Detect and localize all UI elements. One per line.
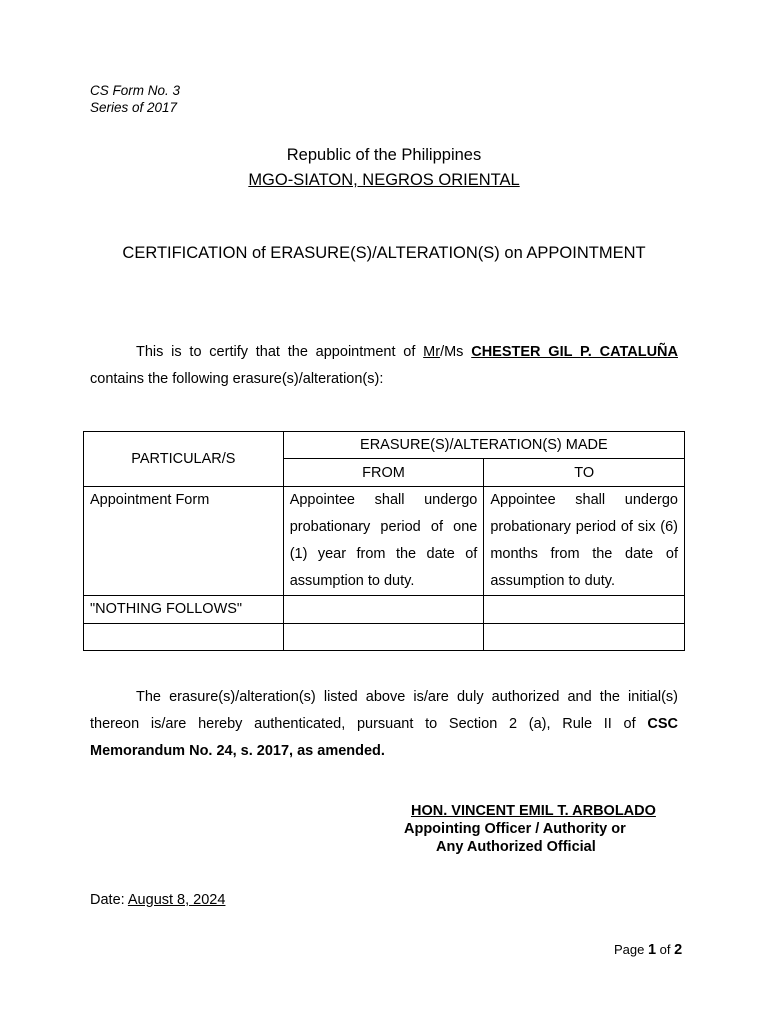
row-from <box>283 596 484 624</box>
date-line <box>90 892 225 908</box>
table-row <box>84 596 685 624</box>
page-total: 2 <box>674 942 683 958</box>
page-current: 1 <box>647 942 657 958</box>
republic-heading: Republic of the Philippines <box>286 146 482 164</box>
header-erasures-made: ERASURE(S)/ALTERATION(S) MADE <box>283 432 684 459</box>
row-particular: Appointment Form <box>84 487 284 596</box>
table-row <box>84 624 685 651</box>
authentication-paragraph <box>90 684 678 765</box>
intro-text-after: contains the following erasure(s)/alteration(s): <box>90 371 384 387</box>
row-from: Appointee shall undergo probationary period of one (1) year from the date of assumption to duty. <box>283 487 484 596</box>
table-row <box>84 487 685 596</box>
form-identifier <box>90 82 180 116</box>
form-series: Series of 2017 <box>90 100 178 115</box>
signatory-title-line1: Appointing Officer / Authority or <box>404 821 626 837</box>
row-particular: "NOTHING FOLLOWS" <box>84 596 284 624</box>
signatory-title-line2: Any Authorized Official <box>436 839 596 855</box>
intro-ms: /Ms <box>440 344 472 360</box>
page-number <box>614 942 682 958</box>
intro-mr: Mr <box>423 344 441 360</box>
page-of-label: of <box>656 942 675 957</box>
row-to <box>484 596 685 624</box>
row-to: Appointee shall undergo probationary period of six (6) months from the date of assumption to duty. <box>484 487 685 596</box>
date-value: August 8, 2024 <box>127 892 226 908</box>
appointee-name: CHESTER GIL P. CATALUÑA <box>471 344 678 360</box>
row-to <box>484 624 685 651</box>
header-particulars: PARTICULAR/S <box>84 432 284 487</box>
memorandum-reference: CSC Memorandum No. 24, s. 2017, as amended. <box>90 716 678 759</box>
authentication-text: The erasure(s)/alteration(s) listed above is/are duly authorized and the initial(s) thereon is/are hereby authenticated, pursuant to Section 2 (a), Rule II of <box>90 689 678 732</box>
header-from: FROM <box>283 459 484 487</box>
signatory-name: HON. VINCENT EMIL T. ARBOLADO <box>411 803 656 819</box>
date-label: Date: <box>90 892 128 908</box>
page-label: Page <box>614 942 648 957</box>
erasure-table <box>83 431 685 651</box>
document-title: CERTIFICATION of ERASURE(S)/ALTERATION(S) on APPOINTMENT <box>122 244 646 262</box>
office-heading: MGO-SIATON, NEGROS ORIENTAL <box>248 171 520 189</box>
row-from <box>283 624 484 651</box>
header-to: TO <box>484 459 685 487</box>
intro-paragraph <box>90 339 678 393</box>
intro-text-before: This is to certify that the appointment of <box>136 344 424 360</box>
form-number: CS Form No. 3 <box>90 83 181 98</box>
row-particular <box>84 624 284 651</box>
